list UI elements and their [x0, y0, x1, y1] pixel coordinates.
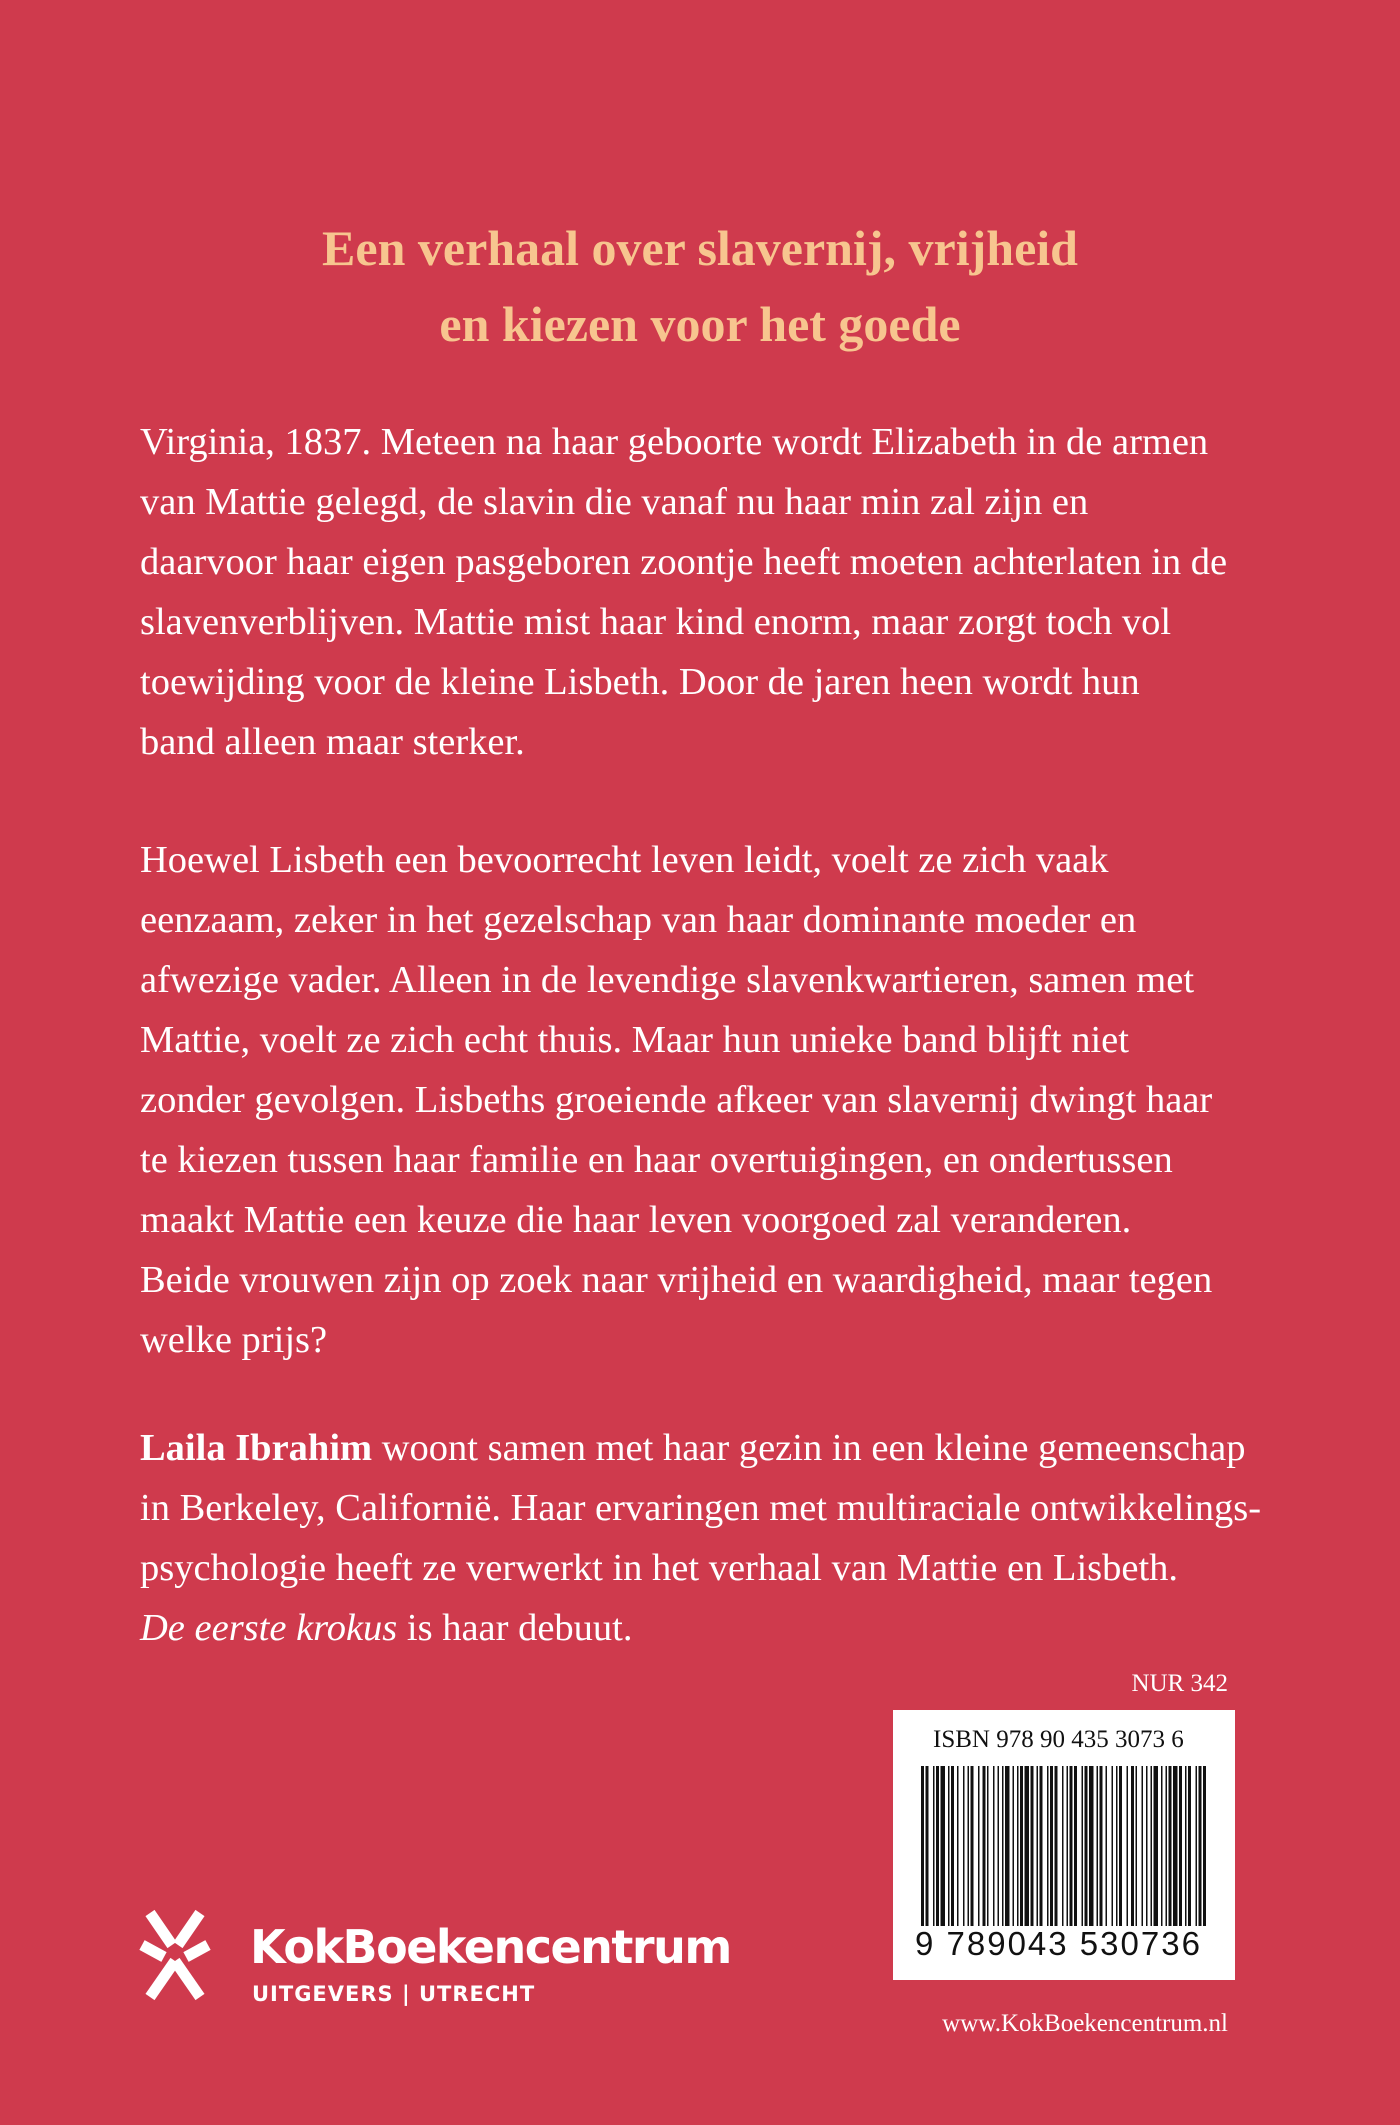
- publisher-name: KokBoekencentrum: [250, 1920, 731, 1974]
- book-title: De eerste krokus: [140, 1607, 398, 1649]
- author-bio: [140, 1418, 1260, 1658]
- text-line: band alleen maar sterker.: [140, 721, 525, 763]
- bio-text: woont samen met haar gezin in een kleine gemeenschap: [372, 1427, 1246, 1469]
- publisher-subtitle: UITGEVERS | UTRECHT: [252, 1982, 536, 2006]
- nur-code: NUR 342: [1131, 1670, 1228, 1697]
- text-line: slavenverblijven. Mattie mist haar kind enorm, maar zorgt toch vol: [140, 601, 1172, 643]
- isbn-label: ISBN 978 90 435 3073 6: [933, 1726, 1184, 1753]
- barcode-box: [893, 1710, 1235, 1980]
- text-line: welke prijs?: [140, 1319, 328, 1361]
- synopsis-paragraph-2: [140, 830, 1260, 1370]
- headline-line-1: Een verhaal over slavernij, vrijheid: [322, 220, 1078, 276]
- text-line: Virginia, 1837. Meteen na haar geboorte wordt Elizabeth in de armen: [140, 421, 1209, 463]
- text-line: maakt Mattie een keuze die haar leven voorgoed zal veranderen.: [140, 1199, 1132, 1241]
- text-line: Beide vrouwen zijn op zoek naar vrijheid en waardigheid, maar tegen: [140, 1259, 1213, 1301]
- text-line: te kiezen tussen haar familie en haar overtuigingen, en ondertussen: [140, 1139, 1173, 1181]
- text-line: Mattie, voelt ze zich echt thuis. Maar hun unieke band blijft niet: [140, 1019, 1129, 1061]
- publisher-website: www.KokBoekencentrum.nl: [942, 2010, 1228, 2037]
- text-line: [140, 1418, 1260, 1478]
- synopsis-paragraph-1: [140, 412, 1260, 772]
- text-line: zonder gevolgen. Lisbeths groeiende afkeer van slavernij dwingt haar: [140, 1079, 1213, 1121]
- text-line: eenzaam, zeker in het gezelschap van haar dominante moeder en: [140, 899, 1137, 941]
- text-line: toewijding voor de kleine Lisbeth. Door de jaren heen wordt hun: [140, 661, 1140, 703]
- headline-line-2: en kiezen voor het goede: [439, 296, 961, 352]
- barcode-icon: [921, 1766, 1211, 1926]
- headline: [0, 210, 1400, 362]
- text-line: psychologie heeft ze verwerkt in het verhaal van Mattie en Lisbeth.: [140, 1547, 1179, 1589]
- text-line: [140, 1598, 1260, 1658]
- publisher-logo-icon: [130, 1905, 220, 2005]
- author-name: Laila Ibrahim: [140, 1427, 373, 1469]
- text-line: van Mattie gelegd, de slavin die vanaf nu haar min zal zijn en: [140, 481, 1089, 523]
- text-line: in Berkeley, Californië. Haar ervaringen met multiraciale ontwikkelings-: [140, 1487, 1262, 1529]
- barcode-digits: 9 789043 530736: [915, 1925, 1202, 1962]
- text-line: afwezige vader. Alleen in de levendige slavenkwartieren, samen met: [140, 959, 1195, 1001]
- bio-text: is haar debuut.: [397, 1607, 633, 1649]
- text-line: Hoewel Lisbeth een bevoorrecht leven leidt, voelt ze zich vaak: [140, 839, 1109, 881]
- text-line: daarvoor haar eigen pasgeboren zoontje heeft moeten achterlaten in de: [140, 541, 1228, 583]
